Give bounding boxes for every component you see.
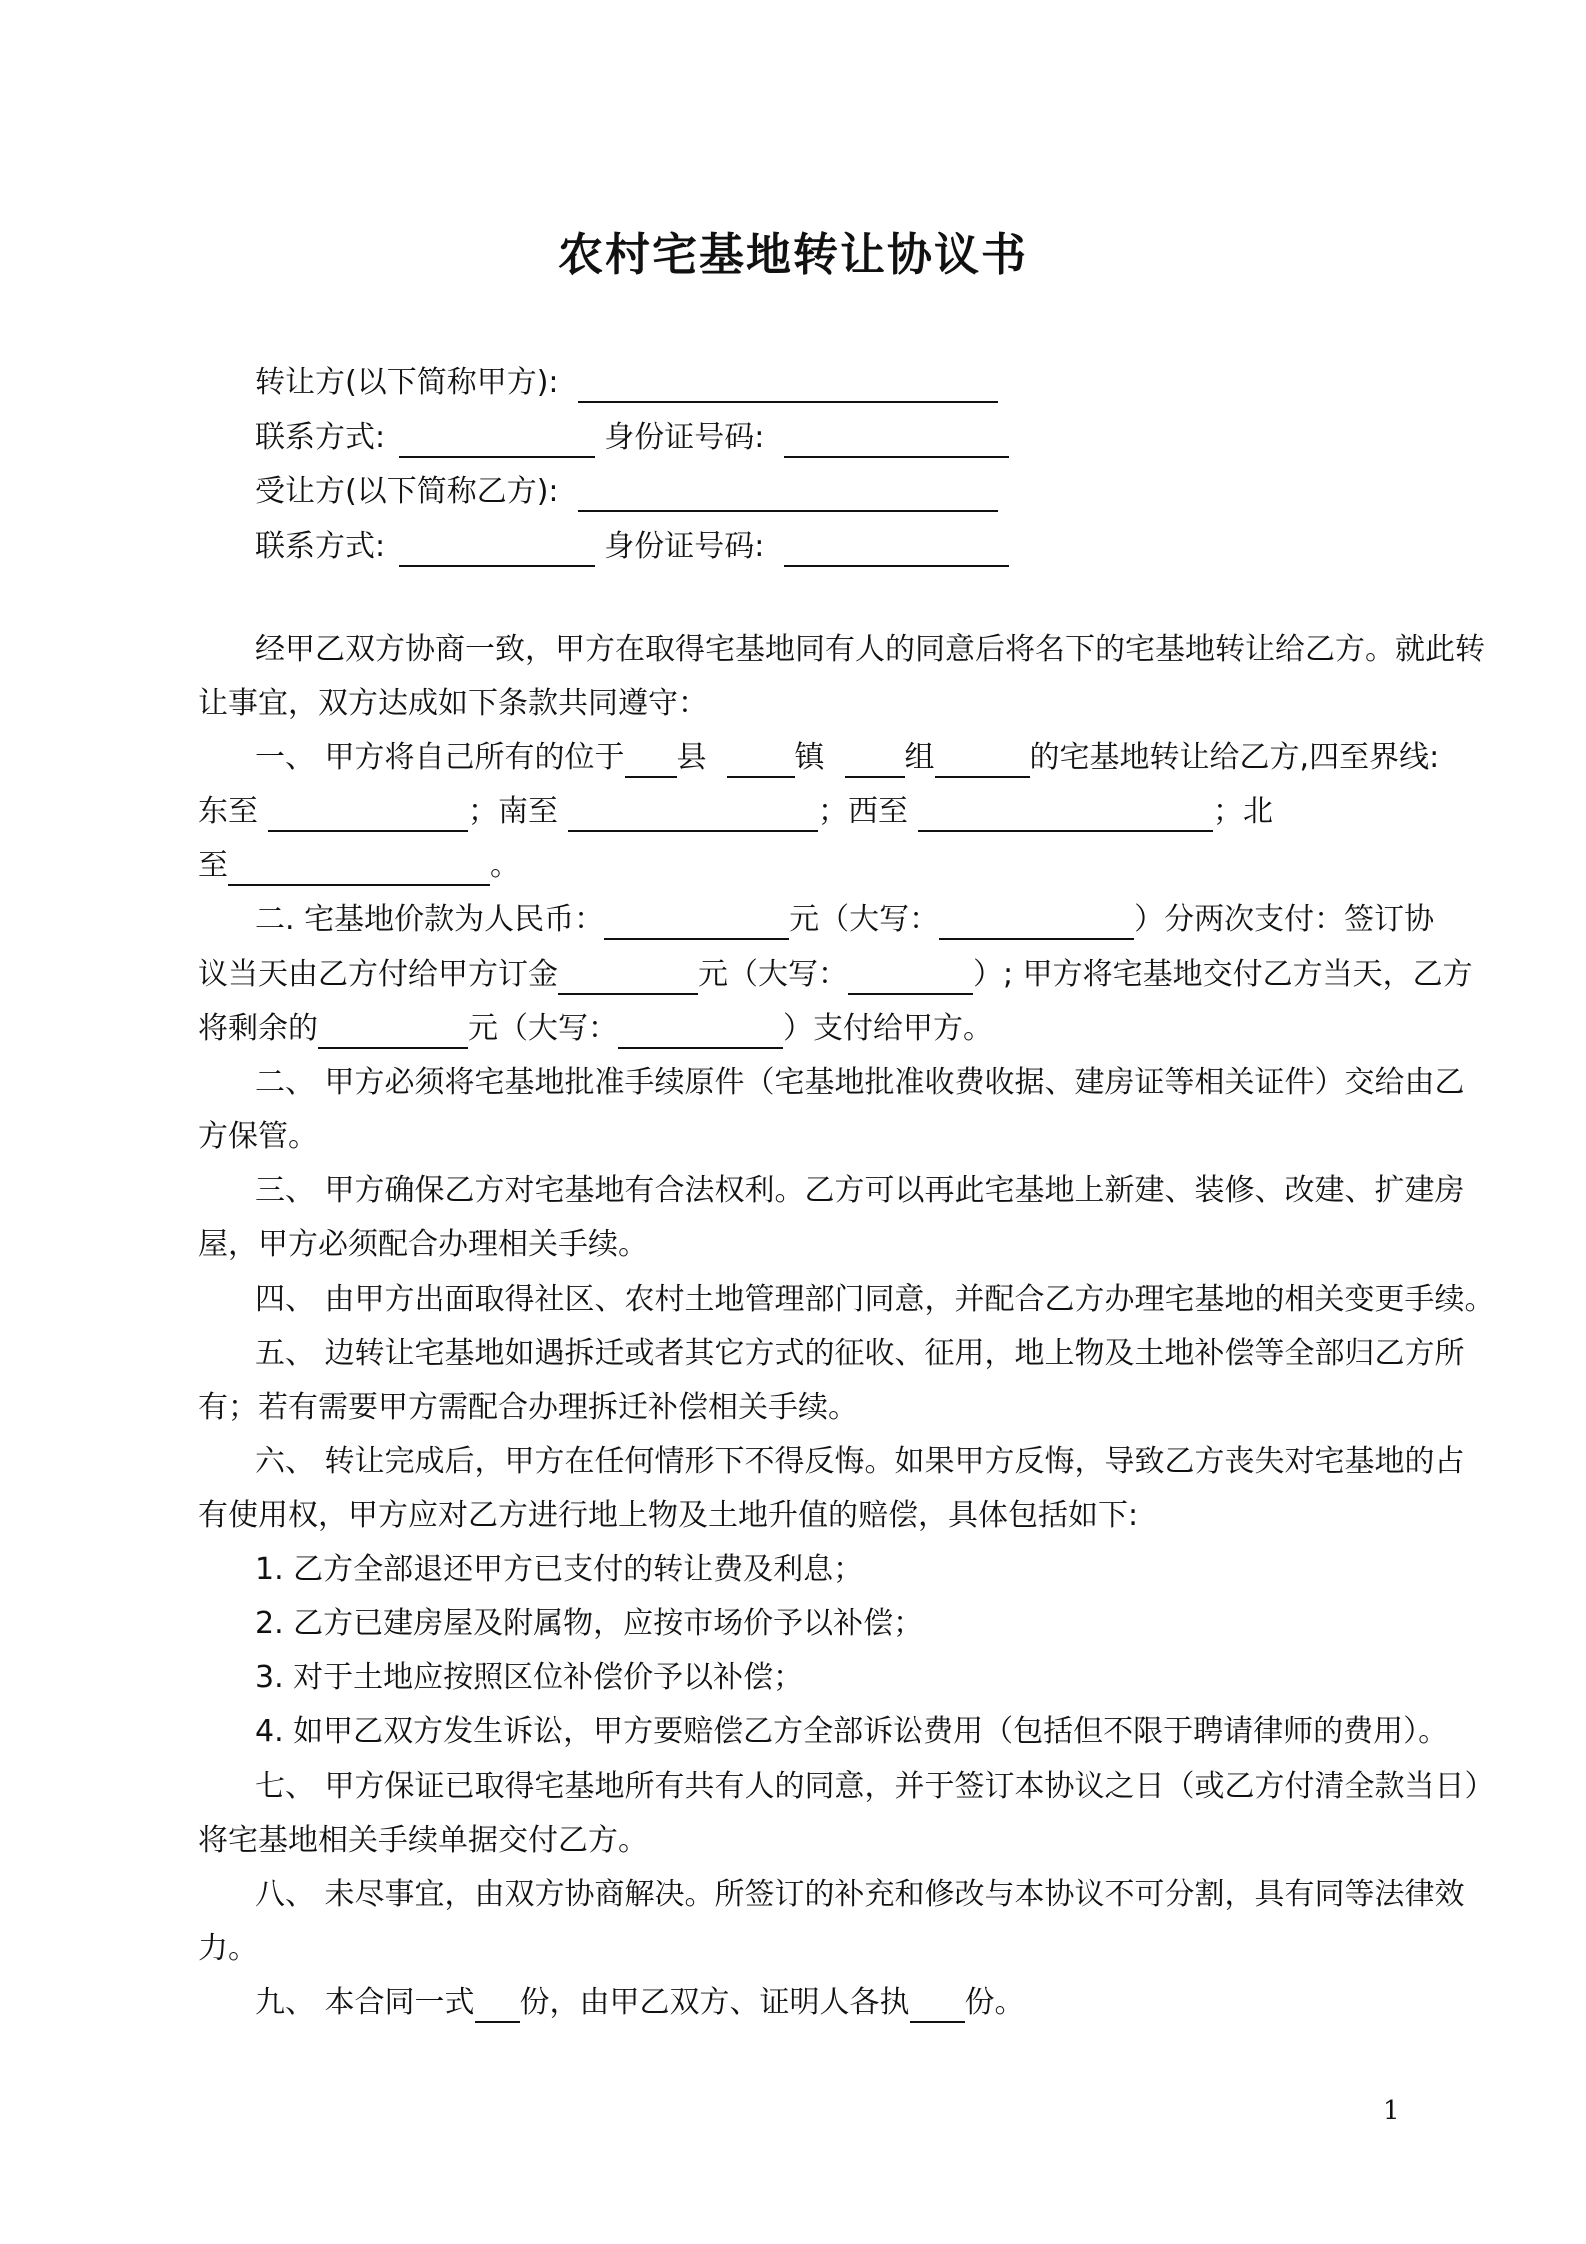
clause-1-line-1 <box>255 738 1439 778</box>
clause-3-line-1: 三、 甲方确保乙方对宅基地有合法权利。乙方可以再此宅基地上新建、装修、改建、扩建房 <box>255 1173 1465 1208</box>
id-label: 身份证号码: <box>604 420 765 455</box>
deposit-amount-blank[interactable] <box>558 959 698 995</box>
price-text-2: ）分两次支付：签订协 <box>1134 902 1435 937</box>
copies-text-2: 份，由甲乙双方、证明人各执 <box>519 1985 910 2020</box>
transferee-contact-row <box>255 527 1009 567</box>
price-text: 二. 宅基地价款为人民币： <box>255 902 605 937</box>
clause-2-line-2: 方保管。 <box>198 1119 318 1154</box>
id-label: 身份证号码: <box>604 529 765 564</box>
price-line-1 <box>255 900 1434 940</box>
north-label-2: 至 <box>198 848 228 883</box>
document-title: 农村宅基地转让协议书 <box>557 228 1028 281</box>
clause-1-text-2: 的宅基地转让给乙方,四至界线: <box>1029 740 1440 775</box>
deposit-yuan-label: 元（大写： <box>698 957 848 992</box>
town-label: 镇 <box>794 740 825 775</box>
page-number: 1 <box>1383 2096 1400 2126</box>
deposit-text: 议当天由乙方付给甲方订金 <box>198 957 558 992</box>
county-label: 县 <box>676 740 707 775</box>
contact-label: 联系方式: <box>255 420 386 455</box>
group-label: 组 <box>904 740 935 775</box>
west-label: ；西至 <box>818 794 908 829</box>
transferor-label: 转让方(以下简称甲方): <box>255 365 559 400</box>
remainder-amount-blank[interactable] <box>318 1013 468 1049</box>
clause-1-line-3 <box>198 846 520 886</box>
town-blank[interactable] <box>727 742 795 778</box>
price-amount-blank[interactable] <box>604 904 789 940</box>
remainder-text: 将剩余的 <box>198 1011 318 1046</box>
clause-6-line-2: 有使用权，甲方应对乙方进行地上物及土地升值的赔偿，具体包括如下: <box>198 1498 1139 1533</box>
clause-5-line-1: 五、 边转让宅基地如遇拆迁或者其它方式的征收、征用，地上物及土地补偿等全部归乙方所 <box>255 1336 1465 1371</box>
price-line-3 <box>198 1009 993 1049</box>
transferee-contact-blank[interactable] <box>399 531 595 567</box>
clause-6-item: 4. 如甲乙双方发生诉讼，甲方要赔偿乙方全部诉讼费用（包括但不限于聘请律师的费用）。 <box>255 1714 1449 1749</box>
clause-3-line-2: 屋，甲方必须配合办理相关手续。 <box>198 1227 648 1262</box>
copies-text: 九、 本合同一式 <box>255 1985 475 2020</box>
east-blank[interactable] <box>268 796 468 832</box>
east-label: 东至 <box>198 794 258 829</box>
clause-9-line-1 <box>255 1983 1025 2023</box>
clause-8-line-1: 八、 未尽事宜，由双方协商解决。所签订的补充和修改与本协议不可分割，具有同等法律效 <box>255 1877 1465 1912</box>
clause-6-item: 2. 乙方已建房屋及附属物，应按市场价予以补偿； <box>255 1606 924 1641</box>
clause-4-line-1: 四、 由甲方出面取得社区、农村土地管理部门同意，并配合乙方办理宅基地的相关变更手续。 <box>255 1282 1495 1317</box>
clause-8-line-2: 力。 <box>198 1931 258 1966</box>
transferor-id-blank[interactable] <box>784 422 1009 458</box>
price-capital-blank[interactable] <box>939 904 1134 940</box>
clause-2-line-1: 二、 甲方必须将宅基地批准手续原件（宅基地批准收费收据、建房证等相关证件）交给由乙 <box>255 1065 1465 1100</box>
price-line-2 <box>198 955 1473 995</box>
clause-6-line-1: 六、 转让完成后，甲方在任何情形下不得反悔。如果甲方反悔，导致乙方丧失对宅基地的占 <box>255 1444 1465 1479</box>
copies-total-blank[interactable] <box>475 1987 520 2023</box>
transferor-row <box>255 363 998 403</box>
county-blank[interactable] <box>625 742 677 778</box>
south-blank[interactable] <box>568 796 818 832</box>
north-blank[interactable] <box>228 850 490 886</box>
remainder-capital-blank[interactable] <box>618 1013 783 1049</box>
clause-7-line-2: 将宅基地相关手续单据交付乙方。 <box>198 1823 648 1858</box>
location-blank[interactable] <box>935 742 1030 778</box>
copies-text-3: 份。 <box>964 1985 1025 2020</box>
copies-each-blank[interactable] <box>910 1987 965 2023</box>
preamble-line-1: 经甲乙双方协商一致，甲方在取得宅基地同有人的同意后将名下的宅基地转让给乙方。就此转 <box>255 632 1485 667</box>
west-blank[interactable] <box>918 796 1213 832</box>
deposit-capital-blank[interactable] <box>848 959 973 995</box>
transferor-contact-row <box>255 418 1009 458</box>
transferor-name-blank[interactable] <box>578 367 998 403</box>
clause-7-line-1: 七、 甲方保证已取得宅基地所有共有人的同意，并于签订本协议之日（或乙方付清全款当日） <box>255 1769 1495 1804</box>
group-blank[interactable] <box>845 742 905 778</box>
clause-1-text: 一、 甲方将自己所有的位于 <box>255 740 625 775</box>
clause-6-item: 1. 乙方全部退还甲方已支付的转让费及利息； <box>255 1552 864 1587</box>
clause-6-item: 3. 对于土地应按照区位补偿价予以补偿； <box>255 1660 804 1695</box>
contact-label: 联系方式: <box>255 529 386 564</box>
clause-1-end: 。 <box>490 848 520 883</box>
transferee-label: 受让方(以下简称乙方): <box>255 474 559 509</box>
clause-1-line-2 <box>198 792 1273 832</box>
transferor-contact-blank[interactable] <box>399 422 595 458</box>
preamble-line-2: 让事宜，双方达成如下条款共同遵守： <box>198 686 708 721</box>
transferee-name-blank[interactable] <box>578 476 998 512</box>
transferee-id-blank[interactable] <box>784 531 1009 567</box>
north-label: ；北 <box>1213 794 1273 829</box>
transferee-row <box>255 472 998 512</box>
clause-5-line-2: 有；若有需要甲方需配合办理拆迁补偿相关手续。 <box>198 1390 858 1425</box>
deposit-text-2: ）; 甲方将宅基地交付乙方当天，乙方 <box>973 957 1473 992</box>
price-yuan-label: 元（大写： <box>789 902 940 937</box>
south-label: ；南至 <box>468 794 558 829</box>
remainder-yuan-label: 元（大写： <box>468 1011 618 1046</box>
remainder-text-2: ）支付给甲方。 <box>783 1011 993 1046</box>
